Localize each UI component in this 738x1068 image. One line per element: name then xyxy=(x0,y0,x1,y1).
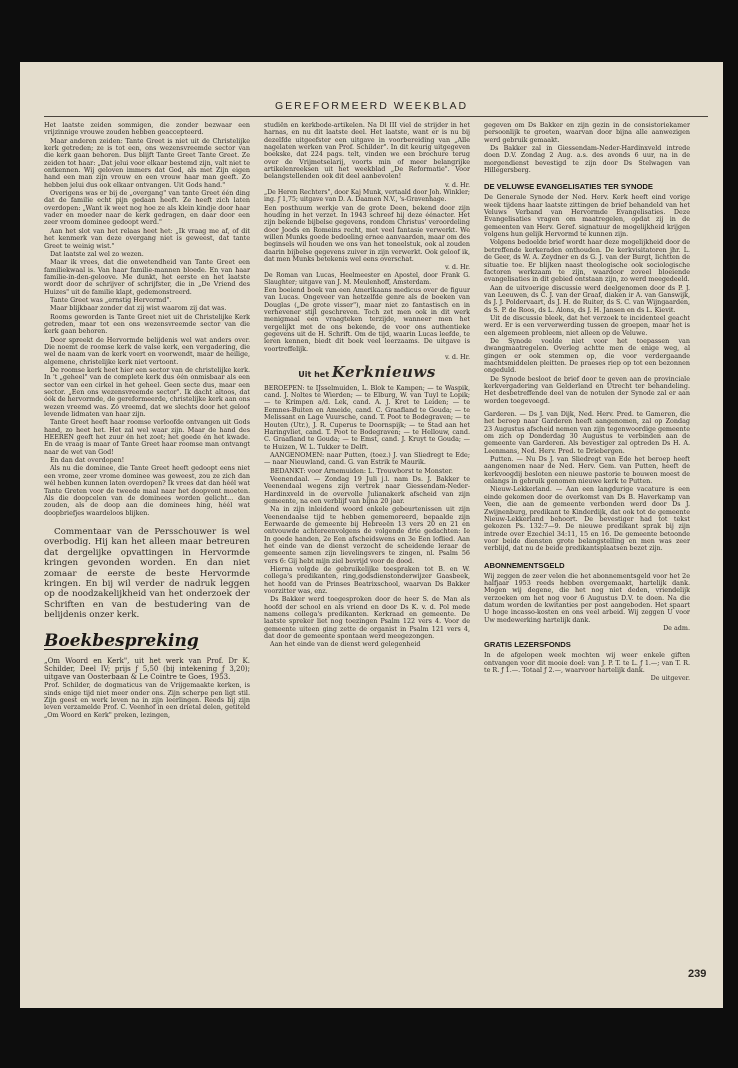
paragraph: Garderen. — Ds J. van Dijk, Ned. Herv. Pred. te Gameren, die het beroep naar Garderen heeft aangenomen, zal op Zondag 23 Augustus afscheid nemen van zijn tegenwoordige gemeente om zich op Donderdag 30 Augustus te verbinden aan de gemeente van Garderen. Als bevestiger zal optreden Ds H. A. Leenmans, Ned. Herv. Pred. te Driebergen. xyxy=(484,410,690,455)
newspaper-page xyxy=(20,62,723,1008)
col2-paragraphs xyxy=(264,122,470,181)
paragraph: Nieuw-Lekkerland. — Aan een langdurige vacature is een einde gekomen door de overkomst van Ds B. Haverkamp van Veen, die aan de gemeente verbonden werd door Ds J. Zwijnenburg, predikant te Kinderdijk, dat ook tot de gemeente Nieuw-Lekkerland behoort. De bevestiger had tot tekst gekozen Ps. 132:7—9. De nieuwe predikant sprak bij zijn intrede over Ezechiel 34:11, 15 en 16. De gemeente betoonde voor beide diensten grote belangstelling en men was zeer verblijd, dat nu de beide predikantsplaatsen bezet zijn. xyxy=(484,485,690,553)
paragraph: Het laatste zeiden sommigen, die zonder bezwaar een vrijzinnige vrouwe zouden hebben geaccepteerd. xyxy=(44,122,250,137)
paragraph: Maar anderen zeiden: Tante Greet is niet uit de Christelijke kerk getreden; ze is tot een, ons wezensvreemde sector van die kerk gaan behoren. Dus blijft Tante Greet Tante Greet. Ze zeiden tot haar: „Dat jelui voor elkaar bestemd zijn, valt niet te ontkennen. Wij geloven immers dat God, als met Zijn eigen hand een man zijn vrouw en een vrouw haar man geeft. Zo hebben jelui dus ook elkaar ontvangen. Uit Gods hand." xyxy=(44,136,250,189)
paragraph: BEROEPEN: te IJsselmuiden, L. Blok te Kampen; — te Waspik, cand. J. Noltes te Wierden; — te Elburg, W. van Tuyl te Lopik; — te Krimpen a/d. Lek, cand. A. J. Kret te Leiden; — te Eemnes-Buiten en Ameide, cand. C. Graafland te Gouda; — te Melissant en Lage Vuursche, cand. T. Poot te Bodegraven; — te Houten (Utr.), J. R. Cuperus te Doornspijk; — te Stad aan het Haringvliet, cand. T. Poot te Bodegraven; — te Hellouw, cand. C. Graafland te Gouda; — te Emst, cand. J. Kruyt te Gouda; — te Huizen, W. L. Tukker te Delft. xyxy=(264,383,470,451)
paragraph: Tante Greet heeft haar roomse verloofde ontvangen uit Gods hand, zo heet het. Het zal wel waar zijn. Maar de hand des HEEREN geeft het zuur én het zoet; het goede én het kwade. En de vraag is maar of Tante Greet haar roomse man ontvangt naar de wet van God! xyxy=(44,418,250,456)
paragraph: Overigens was er bij de „overgang" van tante Greet één ding dat de familie echt pijn gedaan heeft. Ze heeft zich laten overdopen: „Want ik weet nog hoe ze als klein kindje door haar vader en moeder naar de kerk gedragen, en daar door een zeer vroom dominee gedoopt werd." xyxy=(44,189,250,227)
book-entry: „Om Woord en Kerk", uit het werk van Prof. Dr K. Schilder, Deel IV; prijs ƒ 5,50 (bij intekening ƒ 3,20); uitgave van Oosterbaan & Le Cointre te Goes, 1953. xyxy=(44,656,250,682)
paragraph: Volgens bedoelde brief wordt haar deze mogelijkheid door de betreffende kerkeraden onthouden. De kerkvisitatoren jhr. L. de Geer, ds W. A. Zeydner en ds G. J. van der Burgt, lichtten de situatie toe. Er blijken naast theologische ook sociologische factoren werkzaam te zijn, waardoor zoveel bloeiende evangelisaties in dit gebied ontstaan zijn, zo werd meegedeeld. xyxy=(484,238,690,284)
paragraph: Tante Greet was „ernstig Hervormd". xyxy=(50,295,172,304)
paragraph: Ds Bakker zal in Giessendam-Neder-Hardinxveld intrede doen D.V. Zondag 2 Aug. a.s. des avonds 6 uur, na in de morgendienst bevestigd te zijn door Ds Stelwagen van Hillegersberg. xyxy=(484,144,690,175)
review-heading-lucas: De Roman van Lucas, Heelmeester en Apostel, door Frank G. Slaughter; uitgave van J. M. Meulenhoff, Amsterdam. xyxy=(264,271,470,286)
paragraph: Aan het einde van de dienst werd gelegenheid xyxy=(270,640,421,649)
commentary: Commentaar van de Persschouwer is wel overbodig. Hij kan het alleen maar betreuren dat dergelijke opvattingen in Hervormde kringen gevonden worden. En dan niet zomaar de eerste de beste Hervormde kringen. En bij wil verder de nadruk leggen op de noodzakelijkheid van het onderzoek der Schriften en van de bestudering van de belijdenis onzer kerk. xyxy=(44,526,250,621)
kerknieuws-heading xyxy=(264,363,470,382)
paragraph: Een posthuum werkje van de grote Deen, bekend door zijn houding in het verzet. In 1943 schreef hij deze éénacter. Het zijn bekende bijbelse gegevens, rondom Christus' veroordeling door Joods en Romeins recht, met veel fantasie verwerkt. We willen Munks goede bedoeling ernee aanvaarden, maar om des beginsels wil houden we ons van het toneelstuk, ook al zouden daarin bijbelse gegevens zuiver in zijn verwerkt. Ook geloof ik, dat men Munks betekenis wel eens overschat. xyxy=(264,203,470,263)
paragraph: Veenendaal. — Zondag 19 Juli j.l. nam Ds. J. Bakker te Veenendaal wegens zijn vertrek naar Giessendam-Neder-Hardinxveld in de overvolle Julianakerk afscheid van zijn gemeente, na een verblijf van bijna 20 jaar. xyxy=(264,474,470,505)
paragraph: De Generale Synode der Ned. Herv. Kerk heeft eind vorige week tijdens haar laatste zittingen de brief behandeld van het Veluws Verband van Hervormde Evangelisaties. Deze Evangelisaties vragen om maatregelen, opdat zij in de gemeenten van Herv. Geref. signatuur de mogelijkheid krijgen volgens hun gelijk Hervormd te kunnen zijn. xyxy=(484,193,690,239)
header-rule xyxy=(44,116,708,117)
paragraph: Na in zijn inleidend woord enkele gebeurtenissen uit zijn Veenendaalse tijd te hebben gememoreerd, bepaalde zijn Eerwaarde de gemeente bij Hebreeën 13 vers 20 en 21 en ontvouwde achtereenvolgens de volgende drie gedachten: Ie In goede handen, 2e Een afscheidswens en 3e Een loflied. Aan het einde van de dienst verzocht de scheidende leraar de gemeente samen zijn lievelingsvers te zingen, nl. Psalm 56 vers 6: Gij hebt mijn ziel bevrijd voor de dood. xyxy=(264,505,470,565)
paragraph: Uit de discussie bleek, dat het verzoek te incidenteel geacht werd. Er is een ververwerding tussen de groepen, maar het is een algemeen probleem, niet alleen op de Veluwe. xyxy=(484,313,690,337)
signature: De uitgever. xyxy=(650,674,690,683)
paragraph: De roomse kerk heet hier een sector van de christelijke kerk. In 't „geheel" van de complete kerk dus één onmisbaar als een sector van een cirkel in het geheel. Geen secte dus, maar een sector. „Een ons wezensvreemde sector". Ik dacht altoos, dat óók de hervormde, de gereformeerde, christelijke kerk aan ons wezen vreemd was. Zó vreemd, dat we slechts door het geloof levende lidmaten van haar zijn. xyxy=(44,366,250,419)
veluwse-paragraphs xyxy=(484,194,690,405)
paragraph: AANGENOMEN: naar Putten, (toez.) J. van Sliedregt te Ede; — naar Nieuwland, cand. G. van Estrik te Maurik. xyxy=(264,450,470,467)
review-heading-heren-rechters: „De Heren Rechters", door Kaj Munk, vertaald door Joh. Winkler; ing. ƒ 1,75; uitgave van D. A. Daamen N.V., 's-Gravenhage. xyxy=(264,189,470,204)
paragraph: Wij zeggen de zeer velen die het abonnementsgeld voor het 2e halfjaar 1953 reeds hebben overgemaakt, hartelijk dank. Mogen wij degene, die het nog niet deden, vriendelijk verzoeken om het nog voor 6 Augustus D.V. te doen. Na die datum worden de kwitanties per post aangeboden. Het spaart U hoge incasso-kosten en ons veel arbeid. Wij zeggen U voor Uw medewerking hartelijk dank. xyxy=(484,571,690,624)
paragraph: Prof. Schilder, de dogmaticus van de Vrijgemaakte kerken, is sinds enige tijd niet meer onder ons. Zijn scherpe pen ligt stil. Zijn geest en werk leven na in zijn leerlingen. Reeds bij zijn leven verzamelde Prof. C. Veenhof in een drietal delen, getiteld „Om Woord en Kerk" preken, lezingen, xyxy=(44,681,250,719)
paragraph: gegeven om Ds Bakker en zijn gezin in de consistoriekamer persoonlijk te groeten, waarvan door bijna alle aanwezigen werd gebruik gemaakt. xyxy=(484,122,690,144)
paragraph: Rooms geworden is Tante Greet niet uit de Christelijke Kerk getreden, maar tot een ons wezensvreemde sector van die kerk gaan behoren. xyxy=(44,312,250,336)
review-paragraphs xyxy=(264,205,470,264)
paragraph: Putten. — Nu Ds J. van Sliedregt van Ede het beroep heeft aangenomen naar de Ned. Herv. Gem. van Putten, heeft de kerkvoogdij besloten een nieuwe pastorie te bouwen moest de onlangs in gebruik genomen nieuwe kerk te Putten. xyxy=(484,455,690,486)
news-paragraphs xyxy=(484,411,690,553)
paragraph: Ds Bakker werd toegesproken door de heer S. de Man als hoofd der school en als vriend en door Ds K. v. d. Pol mede namens collega's predikanten. Kerkraad en gemeente. De laatste spreker liet nog toezingen Psalm 122 vers 4. Voor de gemeente uiteen ging zette de organist in Psalm 121 vers 4, dat door de gemeente spontaan werd meegezongen. xyxy=(264,595,470,641)
paragraph: Dat laatste zal wel zo wezen. xyxy=(50,249,144,258)
signature: v. d. Hr. xyxy=(444,263,470,272)
signature: v. d. Hr. xyxy=(444,180,470,189)
page-number: 239 xyxy=(688,968,707,980)
column-3 xyxy=(484,122,690,1002)
column-1 xyxy=(44,122,250,1002)
column-2 xyxy=(264,122,470,1002)
abonnement-paragraphs xyxy=(484,573,690,624)
signature: De adm. xyxy=(663,623,690,632)
uit-het-label: Uit het xyxy=(298,370,330,380)
paragraph: Aan de uitvoerige discussie werd deelgenomen door ds P. J. van Leeuwen, ds C. J. van der Graaf, diaken ir A. van Ganswijk, ds J. J. Poldervaart, ds J. H. de Ruiter, ds S. C. van Wijngaarden, ds S. P. de Roos, ds L. Alons, ds J. H. Jansen en ds L. Kievit. xyxy=(484,283,690,314)
page-header: GEREFORMEERD WEEKBLAD xyxy=(274,100,469,112)
section-title-lezersfonds: GRATIS LEZERSFONDS xyxy=(484,640,571,650)
paragraph: studiën en kerkbode-artikelen. Na Dl III viel de strijder in het harnas, en nu dit laatste deel. Het laatste, want er is nu bij dezelfde uitgeefster een uitgave in voorbereiding van „Alle nagelaten werken van Prof. Schilder". In dit keurig uitgegeven boekske, dat 224 pags. telt, vinden we een brochure terug over de Vrijmetselarij, voorts min of meer belangrijke artikelenreeksen uit het weekblad „De Reformatie". Voor belangstellenden ook dit deel aanbevolen! xyxy=(264,122,470,181)
lezersfonds-paragraphs xyxy=(484,652,690,674)
review-paragraphs xyxy=(264,287,470,353)
col3-paragraphs xyxy=(484,122,690,174)
book-review-paragraphs xyxy=(44,682,250,719)
paragraph: Hierna volgde de gebruikelijke toespraken tot B. en W. collega's predikanten, ring,godsdienstonderwijzer Gaasbeek, het hoofd van de Prinses Beatrixschool, waarvan Ds Bakker voorzitter was, enz. xyxy=(264,565,470,596)
section-title-abonnementsgeld: ABONNEMENTSGELD xyxy=(484,560,565,570)
paragraph: Een boeiend boek van een Amerikaans medicus over de figuur van Lucas. Ongeveer van hetzelfde genre als de boeken van Douglas („De grote visser"), maar niet zo fantastisch en in verhevener stijl geschreven. Toch zet men ook in dit werk menigmaal een vraagteken terzijde, wanneer men het vergelijkt met de ons bekende, de voor ons authentieke gegevens uit de H. Schrift. Om de tijd, waarin Lucas leefde, te leren kennen, biedt dit boek veel leerzaams. De uitgave is voortreffelijk. xyxy=(264,286,470,353)
section-title-veluwse: DE VELUWSE EVANGELISATIES TER SYNODE xyxy=(484,182,653,192)
paragraph: De Synode besloot de brief door te geven aan de provinciale kerkvergadering van Gelderland en Utrecht ter behandeling. Het desbetreffende deel van de notulen der Synode zal er aan worden toegevoegd. xyxy=(484,374,690,405)
boekbespreking-title: Boekbespreking xyxy=(44,630,199,651)
kerknieuws-label: Kerknieuws xyxy=(331,363,436,382)
kerknieuws-paragraphs xyxy=(264,385,470,649)
paragraph: BEDANKT: voor Arnemuiden: L. Trouwborst te Monster. xyxy=(270,466,453,475)
paragraph: De Synode voelde niet voor het toepassen van dwangmaatregelen. Overleg achtte men de enige weg, al gingen er ook stemmen op, die voor verdergaande machtsmiddelen pleitten. De praeses riep op tot een bezonnen ongeduld. xyxy=(484,336,690,375)
paragraph: In de afgelopen week mochten wij weer enkele giften ontvangen voor dit mooie doel: van J. P. T. te L. ƒ 1.—; van T. R. te R. ƒ 1.—. Totaal ƒ 2.—, waarvoor hartelijk dank. xyxy=(484,651,690,674)
paragraph: Maar ik vrees, dat die onwetendheid van Tante Greet een familiekwaal is. Van haar familie-mannen bloede. En van haar familie-in-den-geloove. Me dunkt, het eerste en het laatste wordt door de schrijver of schrijfster, die in „De Vriend des Huizes" uit de familie klapt, gedemonstreerd. xyxy=(44,258,250,296)
signature: v. d. Hr. xyxy=(444,353,470,362)
col1-paragraphs xyxy=(44,122,250,517)
paragraph: Aan het slot van het relaas heet het: „Ik vraag me af, of dit het kenmerk van deze overgang niet is geweest, dat tante Greet te weinig wist." xyxy=(44,226,250,250)
paragraph: Als nu die dominee, die Tante Greet heeft gedoopt eens niet een vrome, zeer vrome dominee was geweest, zou ze zich dan wél hebben kunnen laten overdopen? Ik vrees dat dan héél wat Tante Greten voor de tweede maal naar het doopvont moeten. Als die doopcelen van de dominees worden gelicht... dan zouden, als de doop aan die dominees hing, héél wat doopbriefjes waardeloos blijken. xyxy=(44,464,250,517)
paragraph: Maar blijkbaar zonder dat zij wist waarom zij dat was. xyxy=(50,304,227,313)
paragraph: Door spreekt de Hervormde belijdenis wel wat anders over. Die noemt de roomse kerk de valse kerk, een vergadering, die wel de naam van de kerk voert en voorwendt, maar de heilige, algemene, christelijke kerk niet vertoont. xyxy=(44,335,250,366)
paragraph: En dan dat overdopen! xyxy=(50,456,125,465)
